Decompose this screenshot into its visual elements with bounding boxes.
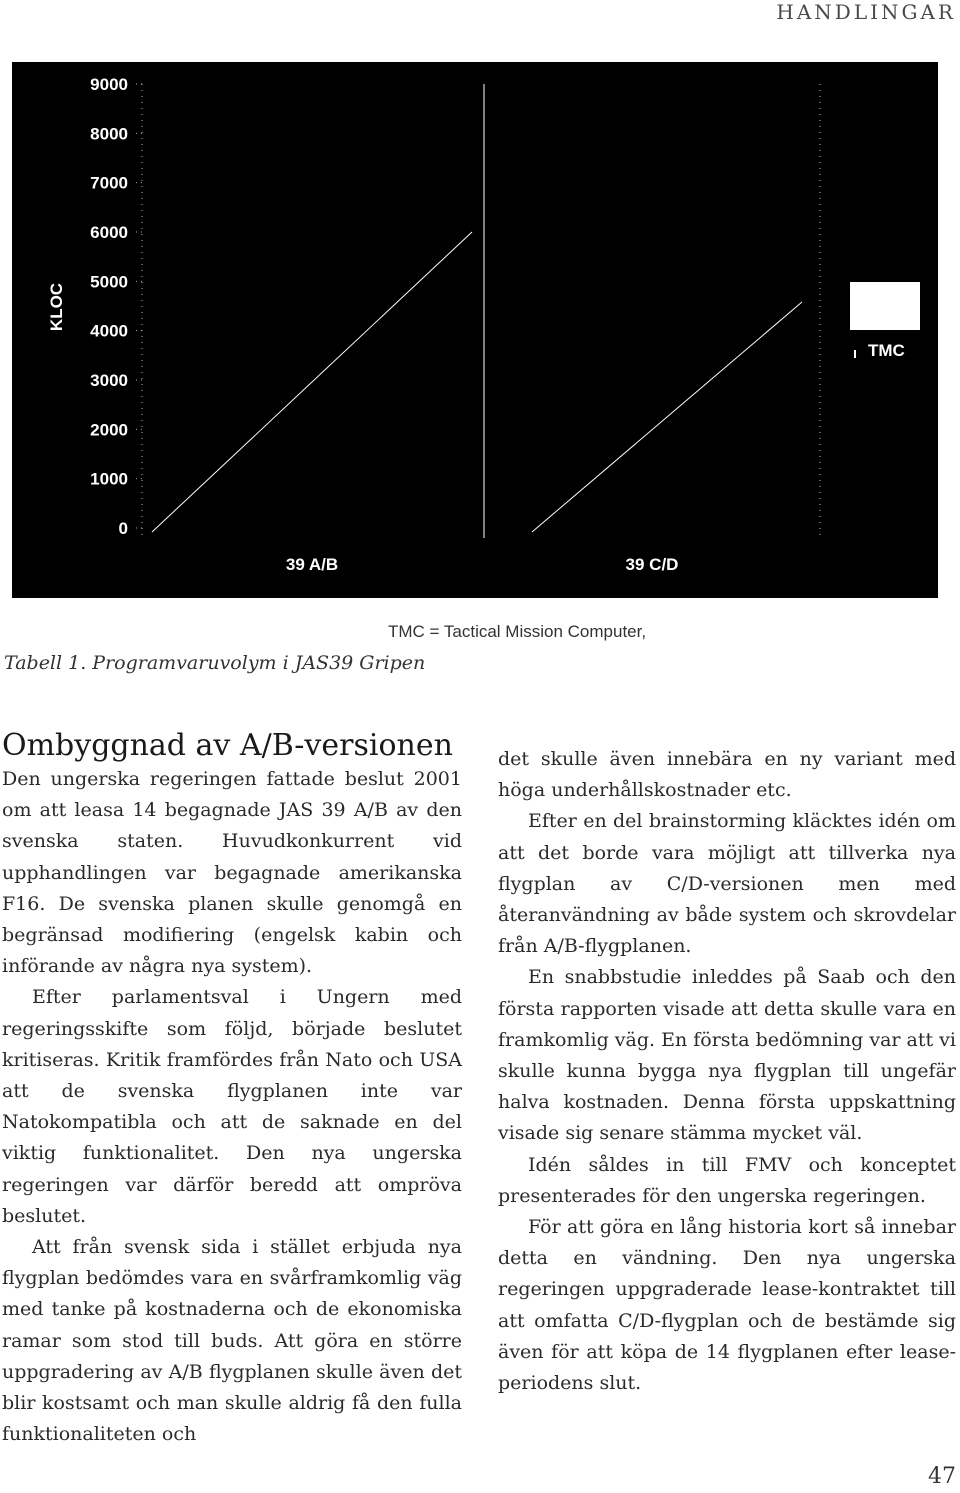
running-header: HANDLINGAR bbox=[776, 0, 956, 24]
paragraph: Efter parlamentsval i Ungern med regeringsskifte som följd, började beslutet kritiseras. Kritik framfördes från Nato och USA att de svenska flygplanen inte var Natokompatibla och att de saknade en del viktig funktionalitet. Den nya ungerska regeringen var därför beredd att ompröva beslutet. bbox=[2, 986, 462, 1227]
y-axis-label: KLOC bbox=[47, 282, 66, 332]
x-category-label: 39 C/D bbox=[625, 555, 679, 574]
y-tick-label: 8000 bbox=[90, 124, 128, 144]
table-caption: Tabell 1. Programvaruvolym i JAS39 Gripen bbox=[4, 652, 426, 674]
software-volume-chart bbox=[12, 62, 938, 598]
paragraph: Efter en del brainstorming kläcktes idén om att det borde vara möjligt att tillverka nya flygplan av C/D-versionen men med återanvändning av både system och skrovdelar från A/B-flygplanen. bbox=[498, 810, 956, 958]
y-tick-label: 9000 bbox=[90, 75, 128, 94]
y-tick-label: 1000 bbox=[90, 469, 128, 489]
section-heading: Ombyggnad av A/B-versionen bbox=[2, 728, 453, 763]
paragraph: Att från svensk sida i stället erbjuda nya flygplan bedömdes vara en svårframkomlig väg med tanke på kostnaderna och de ekonomiska ramar som stod till buds. Att göra en större uppgradering av A/B flygplanen skulle även det blir kostsamt och man skulle aldrig få den fulla funktionaliteten och bbox=[2, 1236, 462, 1446]
y-tick-label: 5000 bbox=[90, 272, 128, 292]
y-tick-label: 6000 bbox=[90, 223, 128, 242]
page-number: 47 bbox=[928, 1464, 956, 1489]
paragraph: det skulle även innebära en ny variant med höga underhållskostnader etc. bbox=[498, 748, 956, 802]
y-tick-label: 0 bbox=[118, 519, 128, 538]
right-column bbox=[498, 744, 956, 1399]
trend-line-a bbox=[152, 232, 472, 532]
y-tick-label: 2000 bbox=[90, 420, 128, 440]
paragraph: Idén såldes in till FMV och konceptet presenterades för den ungerska regeringen. bbox=[498, 1153, 956, 1207]
legend-swatch bbox=[850, 282, 920, 330]
trend-line-b bbox=[532, 302, 802, 532]
paragraph: För att göra en lång historia kort så innebar detta en vändning. Den nya ungerska regeringen uppgraderade lease-kontraktet till att omfatta C/D-flygplan och de bestämde sig även för att köpa de 14 flygplanen efter lease-periodens slut. bbox=[498, 1216, 956, 1395]
y-tick-label: 3000 bbox=[90, 371, 128, 390]
paragraph: Den ungerska regeringen fattade beslut 2001 om att leasa 14 begagnade JAS 39 A/B av den svenska staten. Huvudkonkurrent vid upphandlingen var begagnade amerikanska F16. De svenska planen skulle genomgå en begränsad modifiering (engelsk kabin och införande av några nya system). bbox=[2, 768, 462, 978]
left-column bbox=[2, 724, 462, 1450]
y-tick-label: 7000 bbox=[90, 173, 128, 193]
paragraph: En snabbstudie inleddes på Saab och den första rapporten visade att detta skulle vara en framkomlig väg. En första bedömning var att vi skulle kunna bygga nya flygplan till ungefär halva kostnaden. Denna första uppskattning visade sig senare stämma mycket väl. bbox=[498, 966, 956, 1145]
chart-svg bbox=[12, 62, 938, 598]
legend-label: TMC bbox=[868, 341, 905, 360]
chart-footnote: TMC = Tactical Mission Computer, bbox=[388, 622, 647, 641]
x-category-label: 39 A/B bbox=[285, 555, 339, 574]
y-tick-label: 4000 bbox=[90, 321, 128, 341]
